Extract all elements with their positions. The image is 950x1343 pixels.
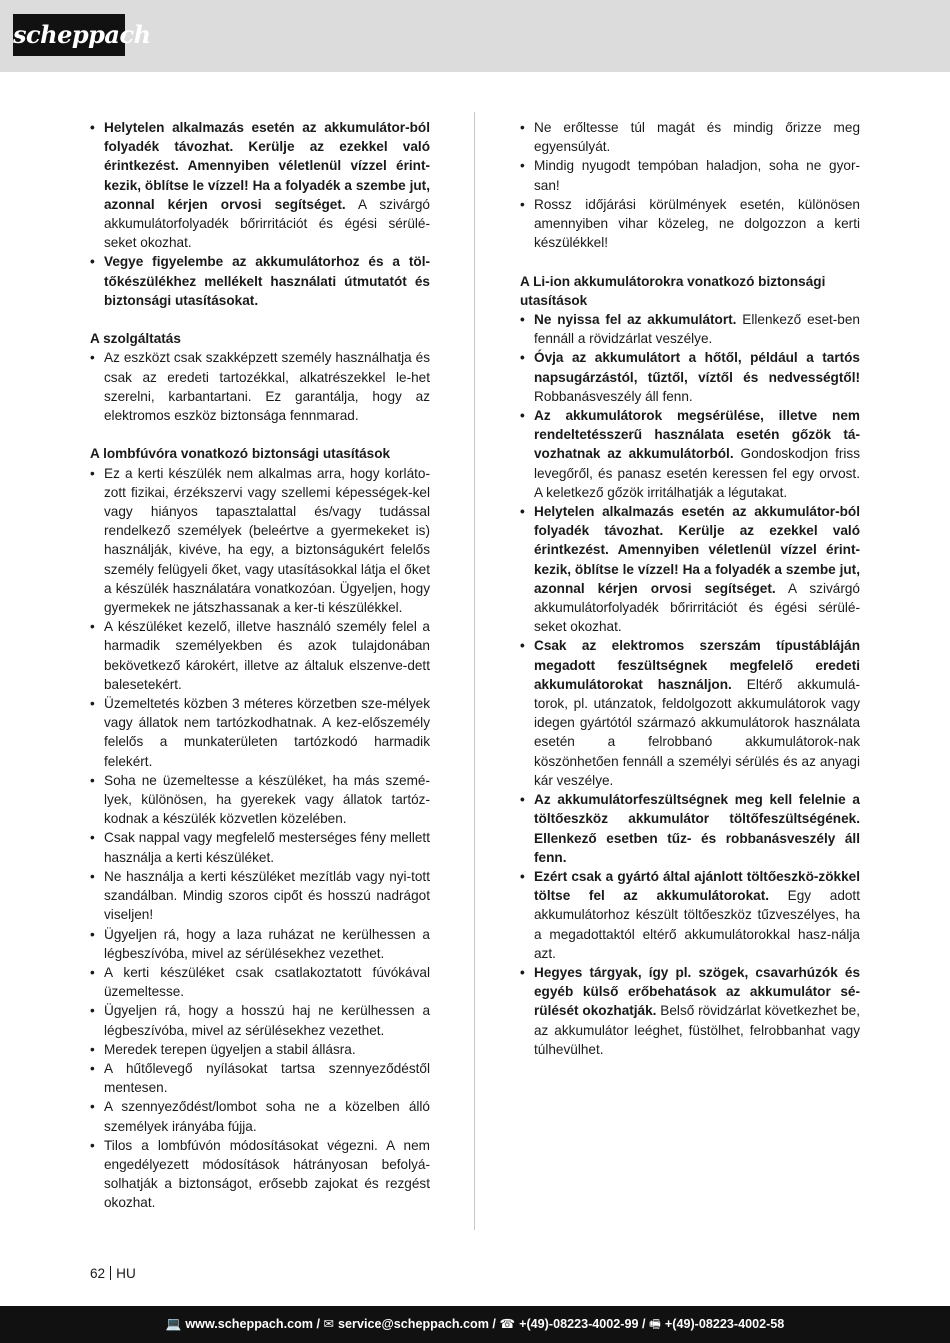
list-item: • Helytelen alkalmazás esetén az akkumulátor-ból folyadék távozhat. Kerülje az ezekkel való érintkezést. Amennyiben véletlenül vízzel érint-kezik, öblítse le vízzel! Ha a folyadék a szembe jut, azonnal kérjen orvosi segítséget. A szivárgó akkumulátorfolyadék bőrirritációt és égési sérülé-seket okozhat. [520, 502, 860, 636]
page-number [90, 1264, 136, 1283]
fax-number: +(49)-08223-4002-58 [664, 1317, 785, 1331]
list-item: • Az akkumulátorok megsérülése, illetve nem rendeltetésszerű használata esetén gőzök tá-vozhatnak az akkumulátorból. Gondoskodjon friss levegőről, és panasz esetén keressen fel egy orvost. A keletkező gőzök irritálhatják a légutakat. [520, 406, 860, 502]
service-list [90, 348, 430, 425]
email-link[interactable]: service@scheppach.com [338, 1317, 489, 1331]
liion-safety-list [520, 310, 860, 1059]
list-item: • Csak az elektromos szerszám típustábláján megadott feszültségnek megfelelő eredeti akkumulátorokat használjon. Eltérő akkumulá-torok, pl. utánzatok, feldolgozott akkumulátorok vagy idegen gyártótól származó akkumulátorok használata esetén a felrobbanó akkumulátorok-nak köszönhetően fennáll a személyi sérülés és az anyagi kár veszélye. [520, 636, 860, 790]
list-item: • Az akkumulátorfeszültségnek meg kell felelnie a töltőeszköz akkumulátor töltőfeszültségének. Ellenkező esetben tűz- és robbanásveszély áll fenn. [520, 790, 860, 867]
list-item: • Helytelen alkalmazás esetén az akkumulátor-ból folyadék távozhat. Kerülje az ezekkel való érintkezést. Amennyiben véletlenül vízzel érint-kezik, öblítse le vízzel! Ha a folyadék a szembe jut, azonnal kérjen orvosi segítséget. A szivárgó akkumulátorfolyadék bőrirritációt és égési sérülé-seket okozhat. [90, 118, 430, 252]
email-icon: ✉ [323, 1317, 335, 1331]
blower-safety-list [90, 464, 430, 1213]
list-item: • Üzemeltetés közben 3 méteres körzetben sze-mélyek vagy állatok nem tartózkodhatnak. A kez-előszemély felelős a munkaterületen tartózkodó harmadik felekért. [90, 694, 430, 771]
phone-number: +(49)-08223-4002-99 [519, 1317, 639, 1331]
liion-safety-heading: A Li-ion akkumulátorokra vonatkozó biztonsági utasítások [520, 273, 826, 308]
list-item: • Ne erőltesse túl magát és mindig őrizze meg egyensúlyát. [520, 118, 860, 156]
list-item: • Óvja az akkumulátort a hőtől, például a tartós napsugárzástól, tűztől, víztől és nedvességtől! Robbanásveszély áll fenn. [520, 348, 860, 406]
left-column [90, 118, 430, 1213]
list-item: • Ez a kerti készülék nem alkalmas arra, hogy korláto-zott fizikai, érzékszervi vagy szellemi képességek-kel vagy hiányos tapasztalattal és/vagy tudással rendelkező személyek (beleértve a gyermekeket is) használják, kivéve, ha egy, a biztonságukért felelős személy felügyeli őket, vagy utasításokkal látja el őket a készülék használatára vonatkozóan. Ügyeljen, hogy gyermekek ne játszhassanak a ker-ti készülékkel. [90, 464, 430, 618]
list-item: • Hegyes tárgyak, így pl. szögek, csavarhúzók és egyéb külső erőbehatások az akkumulátor sé-rülését okozhatják. Belső rövidzárlat következhet be, az akkumulátor leéghet, füstölhet, felrobbanhat vagy túlhevülhet. [520, 963, 860, 1059]
list-item: • Az eszközt csak szakképzett személy használhatja és csak az eredeti tartozékkal, alkatrészekkel le-het szerelni, karbantartani. Ez garantálja, hogy az elektromos eszköz biztonsága fennmarad. [90, 348, 430, 425]
list-item: • Ügyeljen rá, hogy a laza ruházat ne kerülhessen a légbeszívóba, mivel az sérülésekhez vezethet. [90, 925, 430, 963]
right-column [520, 118, 860, 1059]
list-item: • Meredek terepen ügyeljen a stabil állásra. [90, 1040, 430, 1059]
list-item: • Ügyeljen rá, hogy a hosszú haj ne kerülhessen a légbeszívóba, mivel az sérülésekhez vezethet. [90, 1001, 430, 1039]
list-item: • Mindig nyugodt tempóban haladjon, soha ne gyor-san! [520, 156, 860, 194]
website-link[interactable]: www.scheppach.com [185, 1317, 313, 1331]
column-divider [474, 112, 475, 1230]
list-item: • A készüléket kezelő, illetve használó személy felel a harmadik személyekben és azok tulajdonában bekövetkező károkért, illetve az általuk elszenve-dett balesetekért. [90, 617, 430, 694]
list-item: • A szennyeződést/lombot soha ne a közelben álló személyek irányába fújja. [90, 1097, 430, 1135]
list-item: • A kerti készüléket csak csatlakoztatott fúvókával üzemeltesse. [90, 963, 430, 1001]
list-item: • Csak nappal vagy megfelelő mesterséges fény mellett használja a kerti készüléket. [90, 828, 430, 866]
computer-icon: 💻 [165, 1317, 182, 1331]
intro-list [90, 118, 430, 310]
list-item: • Soha ne üzemeltesse a készüléket, ha más szemé-lyek, különösen, ha gyerekek vagy állatok tartóz-kodnak a készülék közvetlen közelében. [90, 771, 430, 829]
fax-icon: 🖷 [649, 1317, 661, 1331]
list-item: • A hűtőlevegő nyílásokat tartsa szennyeződéstől mentesen. [90, 1059, 430, 1097]
list-item: • Ne nyissa fel az akkumulátort. Ellenkező eset-ben fennáll a rövidzárlat veszélye. [520, 310, 860, 348]
list-item: • Ezért csak a gyártó által ajánlott töltőeszkö-zökkel töltse fel az akkumulátorokat. Egy adott akkumulátorhoz készült töltőeszköz tűzveszélyes, ha a megadottaktól eltérő akkumulátorokkal hasz-nálja azt. [520, 867, 860, 963]
scheppach-logo: scheppach [13, 14, 125, 56]
blower-safety-heading: A lombfúvóra vonatkozó biztonsági utasítások [90, 446, 391, 462]
language-code: HU [116, 1266, 136, 1281]
page-number-value: 62 [90, 1266, 106, 1281]
list-item: • Vegye figyelembe az akkumulátorhoz és a töl-tőkészülékhez mellékelt használati útmutatót és biztonsági utasításokat. [90, 252, 430, 310]
phone-icon: ☎ [499, 1317, 516, 1331]
service-heading: A szolgáltatás [90, 331, 181, 347]
list-item: • Ne használja a kerti készüléket mezítláb vagy nyi-tott szandálban. Mindig szoros cipőt és hosszú nadrágot viseljen! [90, 867, 430, 925]
list-item: • Rossz időjárási körülmények esetén, különösen amennyiben vihar közeleg, ne dolgozzon a kerti készülékkel! [520, 195, 860, 253]
header-band [0, 0, 950, 72]
footer-band: 💻 www.scheppach.com / ✉ service@scheppach.com / ☎ +(49)-08223-4002-99 / 🖷 +(49)-08223-4002-58 [0, 1306, 950, 1343]
general-safety-list [520, 118, 860, 252]
page-number-separator [110, 1266, 111, 1280]
list-item: • Tilos a lombfúvón módosításokat végezni. A nem engedélyezett módosítások hátrányosan befolyá-solhatják a biztonságot, erősebb zajokat és rezgést okozhat. [90, 1136, 430, 1213]
